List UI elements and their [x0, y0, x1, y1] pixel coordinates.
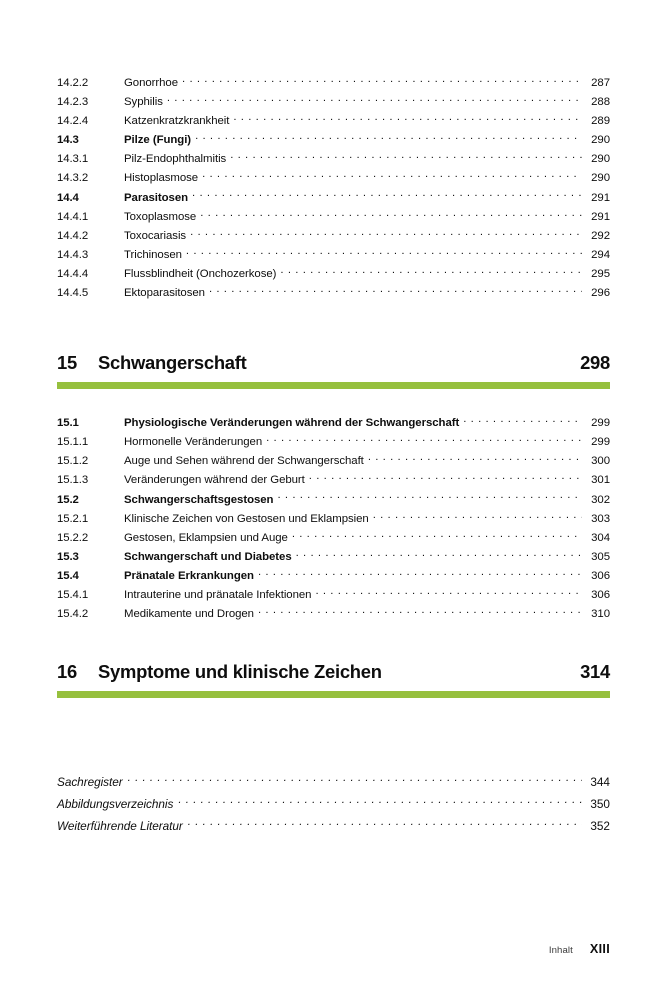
- toc-row-title: Syphilis: [124, 96, 163, 109]
- toc-row-number: 14.2.2: [57, 77, 89, 89]
- page-footer: [57, 942, 610, 956]
- toc-row-title: Klinische Zeichen von Gestosen und Eklampsien: [124, 512, 369, 525]
- spacer: [57, 698, 610, 771]
- toc-row-number: 15.1.3: [57, 474, 89, 487]
- toc-row[interactable]: [57, 586, 610, 605]
- toc-row[interactable]: [57, 471, 610, 490]
- chapter-page: 314: [580, 661, 610, 683]
- toc-row-number: 15.1: [57, 417, 79, 430]
- leader-dots: [233, 113, 582, 124]
- toc-row-page: 289: [591, 115, 610, 128]
- leader-dots: [280, 266, 582, 277]
- toc-row-title: Ektoparasitosen: [124, 287, 205, 300]
- toc-row-title: Medikamente und Drogen: [124, 608, 254, 621]
- toc-row-page: 290: [591, 134, 610, 147]
- toc-row-number: 14.4.3: [57, 248, 89, 261]
- back-matter-page: 344: [590, 775, 610, 790]
- toc-row-number: 14.4.4: [57, 267, 89, 280]
- spacer: [57, 389, 610, 414]
- leader-dots: [202, 170, 582, 181]
- toc-row-page: 288: [591, 96, 610, 109]
- leader-dots: [128, 775, 582, 786]
- toc-row[interactable]: [57, 548, 610, 567]
- leader-dots: [368, 453, 582, 464]
- leader-dots: [463, 415, 582, 426]
- toc-row[interactable]: [57, 74, 610, 93]
- leader-dots: [200, 209, 582, 220]
- leader-dots: [178, 797, 582, 808]
- toc-row[interactable]: [57, 567, 610, 586]
- chapter-heading-line: [57, 660, 610, 684]
- toc-row-number: 15.4.2: [57, 608, 89, 621]
- leader-dots: [209, 285, 582, 296]
- toc-row-number: 14.4.5: [57, 287, 89, 300]
- toc-row-title: Parasitosen: [124, 191, 189, 204]
- toc-row-title: Physiologische Veränderungen während der Schwangerschaft: [124, 417, 460, 430]
- leader-dots: [190, 228, 582, 239]
- leader-dots: [258, 606, 582, 617]
- back-matter-page: 350: [590, 797, 610, 812]
- toc-row-title: Hormonelle Veränderungen: [124, 436, 263, 449]
- toc-row-page: 306: [591, 569, 610, 582]
- toc-row-page: 290: [591, 172, 610, 185]
- footer-page-number: XIII: [589, 942, 610, 956]
- leader-dots: [258, 568, 582, 579]
- toc-row[interactable]: [57, 246, 610, 265]
- toc-row-title: Katzenkratzkrankheit: [124, 115, 230, 128]
- toc-row[interactable]: [57, 265, 610, 284]
- toc-content: [57, 74, 610, 837]
- toc-row-title: Auge und Sehen während der Schwangerschaft: [124, 455, 364, 468]
- back-matter-row[interactable]: [57, 815, 610, 837]
- toc-row[interactable]: [57, 169, 610, 188]
- footer-section-label: Inhalt: [548, 945, 573, 956]
- leader-dots: [186, 247, 582, 258]
- toc-row-title: Histoplasmose: [124, 172, 199, 185]
- chapter-heading-line: [57, 351, 610, 375]
- spacer: [57, 303, 610, 351]
- toc-row-number: 15.2: [57, 493, 79, 506]
- leader-dots: [230, 151, 582, 162]
- toc-row[interactable]: [57, 491, 610, 510]
- toc-row[interactable]: [57, 208, 610, 227]
- toc-row-page: 303: [591, 512, 610, 525]
- toc-group-chapter-15: [57, 414, 610, 624]
- toc-row-title: Pränatale Erkrankungen: [124, 569, 254, 582]
- toc-row-page: 294: [591, 248, 610, 261]
- back-matter-page: 352: [590, 819, 610, 834]
- leader-dots: [373, 511, 582, 522]
- leader-dots: [309, 472, 582, 483]
- leader-dots: [195, 132, 582, 143]
- toc-row[interactable]: [57, 150, 610, 169]
- toc-row-page: 299: [591, 417, 610, 430]
- chapter-accent-rule: [57, 691, 610, 698]
- leader-dots: [315, 587, 582, 598]
- toc-row[interactable]: [57, 112, 610, 131]
- toc-row-page: 305: [591, 550, 610, 563]
- toc-row-page: 287: [591, 77, 610, 89]
- toc-row-number: 15.1.2: [57, 455, 89, 468]
- toc-row-number: 15.4.1: [57, 588, 89, 601]
- toc-row-page: 310: [591, 608, 610, 621]
- toc-row-title: Gestosen, Eklampsien und Auge: [124, 531, 288, 544]
- back-matter-row[interactable]: [57, 793, 610, 815]
- toc-row-page: 296: [591, 287, 610, 300]
- chapter-title: Symptome und klinische Zeichen: [98, 661, 382, 683]
- toc-row-number: 14.3: [57, 134, 79, 147]
- leader-dots: [296, 549, 582, 560]
- toc-row-title: Pilze (Fungi): [124, 134, 192, 147]
- toc-row[interactable]: [57, 452, 610, 471]
- toc-row-number: 14.2.4: [57, 115, 89, 128]
- chapter-accent-rule: [57, 382, 610, 389]
- toc-row-title: Flussblindheit (Onchozerkose): [124, 267, 277, 280]
- leader-dots: [182, 75, 582, 86]
- toc-row-title: Intrauterine und pränatale Infektionen: [124, 588, 312, 601]
- chapter-heading-16[interactable]: [57, 660, 610, 698]
- toc-row-number: 14.3.1: [57, 153, 89, 166]
- toc-group-chapter-14: [57, 74, 610, 303]
- toc-row[interactable]: [57, 414, 610, 433]
- toc-row-number: 14.4.1: [57, 210, 89, 223]
- toc-row-page: 304: [591, 531, 610, 544]
- toc-row[interactable]: [57, 605, 610, 624]
- toc-row-number: 14.2.3: [57, 96, 89, 109]
- back-matter-title: Abbildungsverzeichnis: [57, 797, 174, 812]
- toc-row-page: 302: [591, 493, 610, 506]
- chapter-title: Schwangerschaft: [98, 352, 247, 374]
- toc-row-number: 15.2.2: [57, 531, 89, 544]
- toc-row-page: 300: [591, 455, 610, 468]
- chapter-heading-15[interactable]: [57, 351, 610, 389]
- toc-row-number: 14.4.2: [57, 229, 89, 242]
- toc-row-title: Toxoplasmose: [124, 210, 197, 223]
- toc-row-page: 291: [591, 210, 610, 223]
- toc-row-page: 301: [591, 474, 610, 487]
- toc-row[interactable]: [57, 284, 610, 303]
- toc-row[interactable]: [57, 131, 610, 150]
- toc-row-page: 292: [591, 229, 610, 242]
- toc-row[interactable]: [57, 189, 610, 208]
- toc-row-number: 15.2.1: [57, 512, 89, 525]
- toc-row-page: 290: [591, 153, 610, 166]
- leader-dots: [292, 530, 582, 541]
- toc-row-number: 15.3: [57, 550, 79, 563]
- leader-dots: [277, 492, 582, 503]
- chapter-page: 298: [580, 352, 610, 374]
- spacer: [57, 624, 610, 660]
- leader-dots: [266, 434, 582, 445]
- toc-row[interactable]: [57, 529, 610, 548]
- toc-row-number: 15.1.1: [57, 436, 89, 449]
- back-matter-row[interactable]: [57, 771, 610, 793]
- toc-row-title: Schwangerschaftsgestosen: [124, 493, 274, 506]
- toc-row-title: Veränderungen während der Geburt: [124, 474, 305, 487]
- toc-row[interactable]: [57, 93, 610, 112]
- toc-row-page: 306: [591, 588, 610, 601]
- toc-row-title: Gonorrhoe: [124, 77, 179, 89]
- back-matter-title: Sachregister: [57, 775, 123, 790]
- toc-row-number: 14.4: [57, 191, 79, 204]
- toc-row-page: 295: [591, 267, 610, 280]
- toc-group-back-matter: [57, 771, 610, 837]
- back-matter-title: Weiterführende Literatur: [57, 819, 183, 834]
- toc-row-title: Schwangerschaft und Diabetes: [124, 550, 292, 563]
- leader-dots: [192, 190, 582, 201]
- toc-row-title: Trichinosen: [124, 248, 182, 261]
- toc-row-title: Pilz-Endophthalmitis: [124, 153, 227, 166]
- chapter-number: 15: [57, 352, 77, 374]
- toc-row-title: Toxocariasis: [124, 229, 187, 242]
- leader-dots: [167, 94, 582, 105]
- toc-row-page: 299: [591, 436, 610, 449]
- leader-dots: [188, 819, 582, 830]
- toc-row-number: 14.3.2: [57, 172, 89, 185]
- toc-row-page: 291: [591, 191, 610, 204]
- toc-row[interactable]: [57, 510, 610, 529]
- toc-row[interactable]: [57, 227, 610, 246]
- toc-row-number: 15.4: [57, 569, 79, 582]
- toc-row[interactable]: [57, 433, 610, 452]
- chapter-number: 16: [57, 661, 77, 683]
